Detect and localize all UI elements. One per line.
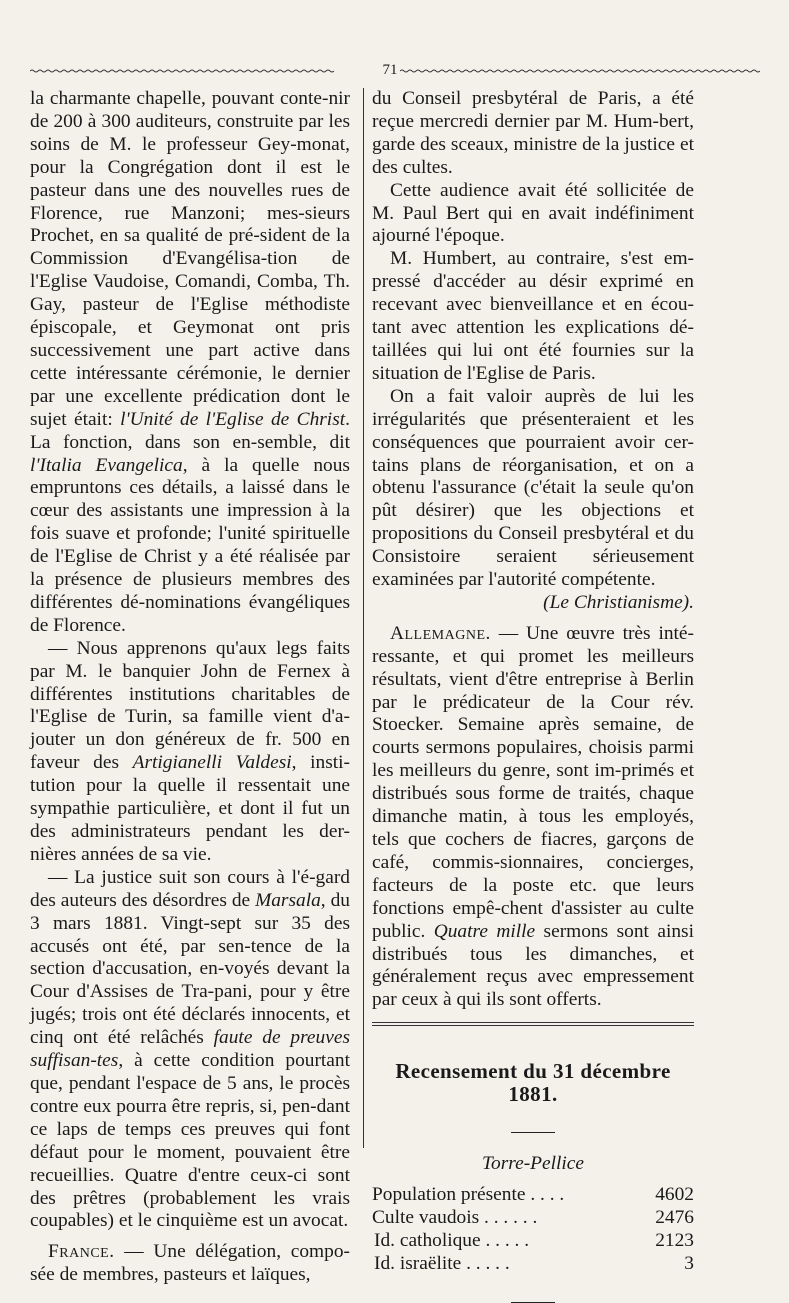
table-row	[372, 1253, 694, 1276]
paragraph-legs	[30, 638, 350, 867]
decorative-rule-left	[30, 69, 335, 73]
paragraph-france	[30, 1241, 350, 1287]
page-header	[30, 60, 760, 82]
paragraph-justice	[30, 867, 350, 1234]
paragraph-chapelle	[30, 88, 350, 638]
text-run: — La justice suit son cours à l'é-gard des auteurs des désordres de	[30, 866, 350, 911]
table-row	[372, 1230, 694, 1253]
text-run: Cette audience avait été sollicitée de M. Paul Bert qui en avait indéfiniment ajourné l'époque.	[372, 179, 694, 247]
italic-run: l'Italia Evangelica	[30, 454, 183, 476]
page-number: 71	[382, 62, 398, 78]
text-run: sermons sont ainsi distribués tous les dimanches, et généralement reçus avec empressement par ceux à qui ils sont offerts.	[372, 920, 694, 1011]
spacer	[30, 1233, 350, 1241]
table-row	[372, 1184, 694, 1207]
italic-run: Quatre mille	[433, 920, 536, 942]
italic-run: Marsala	[255, 889, 321, 911]
row-value: 4602	[655, 1183, 694, 1205]
text-run: , insti-tution pour la quelle il ressentait une sympathie particulière, et dont il fut un des administrateurs pendant les der-nières années de sa vie.	[30, 752, 350, 865]
row-value: 2123	[655, 1229, 694, 1251]
spacer	[372, 615, 694, 623]
row-label: Population présente . . . .	[372, 1183, 565, 1205]
italic-run: faute de preuves suffisan-tes	[30, 1027, 350, 1072]
text-run: . La fonction, dans son en-semble, dit	[30, 408, 350, 453]
text-run: , du 3 mars 1881. Vingt-sept sur 35 des accusés ont été, par sen-tence de la section d'accusation, en-voyés devant la Cour d'Assises de Tra-pani, pour y être jugés; trois ont été déclarés innocents, et cinq ont été relâchés	[30, 889, 350, 1049]
census-subtitle: Torre-Pellice	[482, 1153, 584, 1175]
italic-run: l'Unité de l'Eglise de Christ	[120, 408, 346, 430]
short-divider	[511, 1302, 555, 1303]
paragraph-humbert	[372, 248, 694, 385]
right-column	[372, 88, 694, 1303]
text-run: la charmante chapelle, pouvant conte-nir de 200 à 300 auditeurs, construite par les soins de M. le professeur Gey-monat, pour la Congrégation dont il est le pasteur dans une des nouvelles rues de Florence, rue Manzoni; mes-sieurs Prochet, en sa qualité de pré-sident de la Commission d'Evangélisa-tion de l'Eglise Vaudoise, Comandi, Comba, Th. Gay, pasteur de l'Eglise méthodiste épiscopale, et Geymonat ont pris successivement une part active dans cette intéressante cérémonie, le dernier par une excellente prédication dont le sujet était:	[30, 88, 350, 430]
paragraph-audience	[372, 180, 694, 249]
decorative-rule-right	[400, 69, 760, 73]
short-divider	[511, 1132, 555, 1133]
table-row	[372, 1207, 694, 1230]
census-table	[372, 1184, 694, 1276]
row-label: Id. israëlite . . . . .	[374, 1252, 510, 1274]
text-run: — Nous apprenons qu'aux legs faits par M. le banquier John de Fernex à différentes institutions charitables de l'Eglise de Turin, sa famille vient d'a-jouter un don généreux de fr. 500 en faveur des	[30, 637, 350, 774]
source-attribution: (Le Christianisme).	[543, 591, 694, 613]
paragraph-allemagne	[372, 623, 694, 1012]
paragraph-conseil: du Conseil presbytéral de Paris, a été reçue mercredi dernier par M. Hum-bert, garde des sceaux, ministre de la justice et des cultes.	[372, 88, 694, 178]
text-run: , à cette condition pourtant que, pendant l'espace de 5 ans, le procès contre eux pourra être repris, si, pen-dant ce laps de temps ces preuves qui font défaut pour le moment, pouvaient être recueillies. Quatre d'entre ceux-ci sont des prêtres (probablement les vrais coupables) et le cinquième est un avocat.	[30, 1050, 350, 1232]
left-column	[30, 88, 350, 1287]
section-heading: Allemagne.	[390, 622, 491, 644]
column-divider	[363, 88, 364, 1148]
text-run: , à la quelle nous empruntons ces détails, a laissé dans le cœur des assistants une impression à la fois suave et profonde; l'unité spirituelle de l'Eglise de Christ y a été réalisée par la présence de plusieurs membres des différentes dé-nominations évangéliques de Florence.	[30, 454, 350, 636]
paragraph-valoir	[372, 386, 694, 592]
section-heading: France.	[48, 1241, 115, 1263]
row-label: Culte vaudois . . . . . .	[372, 1206, 538, 1228]
italic-run: Artigianelli Valdesi	[132, 752, 292, 774]
section-divider	[372, 1022, 694, 1026]
row-value: 3	[684, 1252, 694, 1274]
text-run: — Une délégation, compo-sée de membres, pasteurs et laïques,	[30, 1241, 350, 1286]
row-label: Id. catholique . . . . .	[374, 1229, 530, 1251]
census-title: Recensement du 31 décembre 1881.	[395, 1059, 671, 1107]
text-run: — Une œuvre très inté-ressante, et qui promet les meilleurs résultats, vient d'être entreprise à Berlin par le prédicateur de la Cour rév. Stoecker. Semaine après semaine, de courts sermons populaires, choisis parmi les meilleurs du genre, sont im-primés et distribués sous forme de traités, chaque dimanche matin, à tous les employés, tels que cochers de fiacres, garçons de café, commis-sionnaires, concierges, facteurs de la poste etc. que leurs fonctions empê-chent d'assister au culte public.	[372, 622, 694, 942]
row-value: 2476	[655, 1206, 694, 1228]
text-run: M. Humbert, au contraire, s'est em-pressé d'accéder au désir exprimé en recevant avec bienveillance et en écou-tant avec attention les explications dé-taillées qui lui ont été fournies sur la situation de l'Eglise de Paris.	[372, 248, 694, 384]
text-run: On a fait valoir auprès de lui les irrégularités que présenteraient et les conséquences que pourraient avoir cer-tains plans de réorganisation, et on a obtenu l'assurance (c'était la seule qu'on pût désirer) que les objections et propositions du Conseil presbytéral et du Consistoire seraient sérieusement examinées par l'autorité compétente.	[372, 385, 694, 591]
